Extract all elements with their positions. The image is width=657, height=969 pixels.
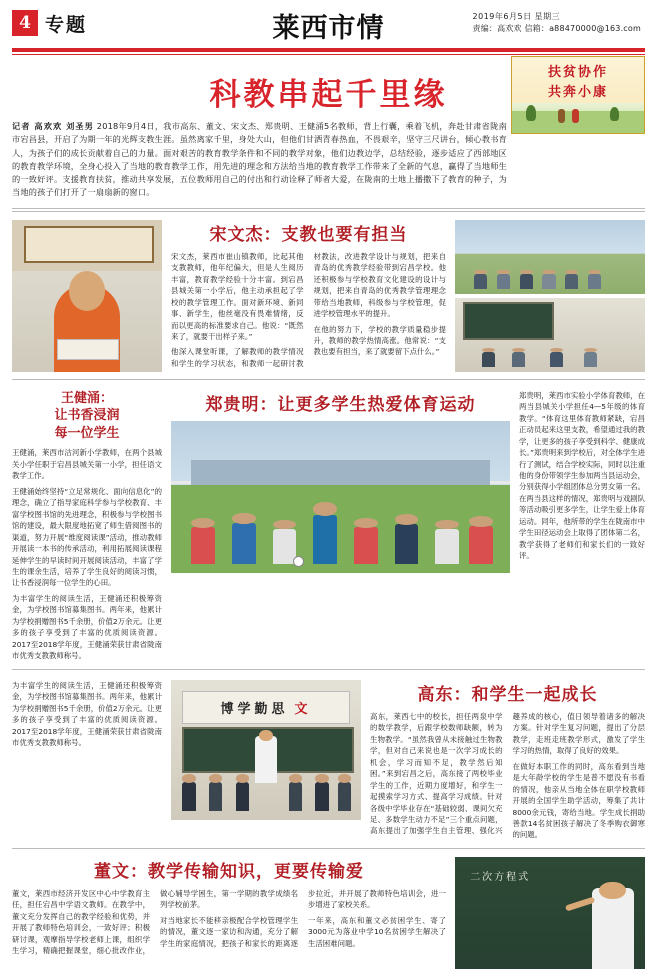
poverty-alleviation-poster [511, 56, 645, 134]
wangjianyong-title-line-1: 王健涌： [60, 390, 113, 406]
dongwen-text-column [12, 857, 446, 969]
songwenjie-paragraph-3: 在他的努力下，学校的教学质量稳步提升，教师的教学热情高涨。他常说：“支教也要有担当，来了就要留下点什么。” [313, 324, 446, 357]
masthead-rule-thin [12, 54, 645, 55]
songwenjie-paragraph-2: 他深入课堂听课，了解教师的教学情况和学生的学习状态，和教师一起研讨教材教法，改进教学设计与规划，把来自青岛的优秀教学经验带到宕昌学校。他还积极参与学校教育文化建设的设计与规划，把来自青岛的优秀教学管理理念带给当地教师，科级参与学校管理，促进学校管理水平的提升。 [171, 251, 446, 368]
gaodong-paragraph-2: 在做好本职工作的同时，高东看到当地是大年龄学校的学生是普不愿没有书看的情况，他亲从当地全体在职学校教师开展的全国学生助学活动，筹集了共计8000余元钱，寄给当地。学生成长捐助善款14名贫困孩子解决了冬季购衣御寒的问题。 [512, 761, 645, 840]
poster-line-2: 共奔小康 [547, 85, 608, 100]
masthead-meta [473, 11, 645, 35]
poster-illustration [512, 103, 644, 133]
zhengguiming-main-column [171, 390, 510, 662]
article-gaodong [12, 680, 645, 841]
teacher-portrait-photo [12, 220, 162, 372]
writing-board-photo [455, 857, 645, 969]
dongwen-paragraph-1: 董文，莱西市经济开发区中心中学教育主任，担任宕昌中学语文教师。在教学中，董文充分发挥自己的教学经验和优势，并开展了教师特色培训会，一致好评；积极研讨课，观摩指导学校老师上课，组织学生学习，精确把握课堂，细心批改作业，做心辅导学困生，第一学期的教学成绩名列学校前茅。 [12, 888, 298, 956]
zhengguiming-text-column [519, 390, 645, 662]
chalkboard-text: 二次方程式 [470, 872, 531, 884]
dongwen-title: 董文：教学传输知识，更要传输爱 [94, 861, 364, 882]
editor-contact: 责编：高欢欢 信箱：a88470000@163.com [472, 24, 641, 33]
wangjianyong-paragraph-1: 王健涌，莱西市沽河新小学教师，在两个县城关小学任职于宕昌县城关第一小学，担任语文教学工作。 [12, 448, 162, 481]
poster-line-1: 扶贫协作 [547, 65, 608, 80]
zhengguiming-paragraph-1: 郑贵明，莱西市实验小学体育教师，在两当县城关小学担任4—5年级的体育教学。“体育这里体育教师紧缺，宕昌正动员起来这里支教，希望通过我的教学，让更多的孩子享受到科学、健康成长。”郑贵明来到学校后，对全体学生进行了测试，结合学校实际，同时以注重他的身份带领学生参加两当县运动会，分别获得小学组团体总分男女第一名。在两当县这样的情况，郑贵明与戏剧队等活动吸引更多学生，让学生爱上体育运动。同年，他所带的学生在陇南市中学生田径运动会上取得了团体第二名，教学获得了老师们和家长们的一致好评。 [519, 390, 645, 561]
publication-date: 2019年6月5日 星期三 [472, 12, 561, 21]
wangjianyong-title-line-3: 每一位学生 [54, 425, 120, 441]
page-title: 科教串起千里缘 [209, 77, 448, 113]
wangjianyong-column [12, 390, 162, 662]
banner-text: 博学勤思 [220, 701, 289, 717]
article-dongwen [12, 857, 645, 969]
songwenjie-paragraph-1: 宋文杰，莱西市崔山镇教师，比起其他支教教师，他年纪偏大，但是人生阅历丰富，教育教学经验十分丰富。到宕昌县城关第一小学后，他主动承担起了学校的教学管理工作。面对新环境、新同事、新学生，他丝毫没有畏难情绪，反而以更高的标准要求自己。他说：“既然来了，就要干出样子来。” [171, 251, 304, 341]
divider-top-2 [12, 211, 645, 212]
divider-section-1 [12, 379, 645, 380]
songwenjie-text-column [171, 220, 446, 372]
wangjianyong-continued-column [12, 680, 162, 841]
wangjianyong-paragraph-2: 王健涌始终坚持“立足常规化、面向信息化”的理念，确立了指导家庭科学参与学校教育、丰富学校图书馆的先进理念，积极参与学校图书馆的建设，最大限度地拓宽了师生借阅图书的渠道，努力开展“维度阅读课”活动，推动教师开展读一本书的传承活动，利用拓展阅读课程延伸学生的早读时间开展阅读活动，丰富了学生的课余生活，培养了学生良好的阅读习惯，让书香浸润每一位学生的心田。 [12, 486, 162, 588]
dongwen-paragraph-2: 对当地家长不能移亲极配合学校管理学生的情况，董文逐一家访和沟通，充分了解学生的家庭情况，把孩子和家长的距离逐步拉近，并开展了教师特色培训会，进一步增进了家校关系。 [160, 888, 446, 948]
lead-text: 2018年9月4日，我市高东、董文、宋文杰、郑贵明、王健涌5名教师，背上行囊，乘着飞机，奔赴甘肃省陇南市宕昌县，开启了为期一年的光辉支教生涯。虽然离家千里，身处大山，但他们甘洒青春热血，不畏艰辛，坚守三尺讲台，倾心教书育人，为孩子们的成长贡献着自己的力量。面对艰苦的教育教学条件和不同的教学对象，他们边教边学，总结经验，逐步适应了西部地区的教育教学环境，全身心投入了当地的教育教学工作，用先进的理念和方法给当地的教育教学工作带来了全新的气息，赢得了当地师生的一致好评。支援教育扶贫，推动共享发展，五位教师用自己的付出和行动诠释了师者大爱，在陇南的土地上播撒下了教育的种子，为当地的孩子们打开了一扇扇新的窗口。 [12, 121, 507, 198]
lead-paragraph [12, 120, 507, 200]
section-name: 专题 [45, 13, 88, 36]
gaodong-title: 高东：和学生一起成长 [417, 684, 598, 705]
dongwen-paragraph-3: 一年来，高东和董文必贫困学生、寄了3000元为落业中学10名贫困学生解决了生活困难问题。 [308, 915, 446, 948]
wangjianyong-title [12, 390, 162, 443]
gaodong-photo-column [171, 680, 361, 841]
songwenjie-title: 宋文杰：支教也要有担当 [209, 224, 408, 245]
masthead-rule [12, 48, 645, 52]
gaodong-paragraph-1: 高东，莱西七中的校长，担任两泉中学的数学教学，后跟学校数师缺额，转为生物教学。“虽然我曾从未接触过生物教学，但对自己来说也是一次学习成长的机会，学习而知不足，教学然后知困。”来到宕昌之后，高东接了两校毕业学生的工作，近期力度增好，和学生一起摸索学习方式、提高学习成绩。针对各级中学毕业存在“基础较弱、课间欠充足、多数学生动力不足”三个重点问题，高东提出了加强学生自主管理、强化兴趣养成的核心，值日领导着诸多的解决方案。针对学生复习问题，提出了分层教学，走班走班教学形式，激发了学生学习的热情，取得了良好的效果。 [370, 711, 645, 836]
divider-top [12, 208, 645, 209]
lecture-banner [182, 691, 349, 724]
songwenjie-photo-column-right [455, 220, 645, 372]
gaodong-text-column [370, 680, 645, 841]
group-outdoor-photo [455, 220, 645, 294]
article-zhengguiming [12, 390, 645, 662]
paper-title: 莱西市情 [272, 13, 385, 44]
dongwen-photo-column [455, 857, 645, 969]
wangjianyong-paragraph-3: 为丰富学生的阅读生活，王健涌还积极筹资金，为学校图书馆募集图书。两年来，他累计为学校捐赠图书5千余册，价值2万余元。让更多的孩子享受到了丰富的优质阅读资源。2017至2018学年度，王健涌荣获甘肃省陇南市优秀支教教师称号。 [12, 593, 162, 661]
divider-section-2 [12, 669, 645, 670]
article-songwenjie [12, 220, 645, 372]
wangjianyong-title-line-2: 让书香浸润 [54, 408, 120, 424]
masthead [12, 0, 645, 46]
lecture-hall-photo [171, 680, 361, 820]
classroom-photo [455, 298, 645, 372]
banner-text-red: 文 [294, 701, 312, 717]
sports-field-photo [171, 421, 510, 573]
wangjianyong-paragraph-4: 为丰富学生的阅读生活，王健涌还积极筹资金，为学校图书馆募集图书。两年来，他累计为学校捐赠图书5千余册，价值2万余元。让更多的孩子享受到了丰富的优质阅读资源。2017至2018学年度，王健涌荣获甘肃省陇南市优秀支教教师称号。 [12, 680, 162, 748]
zhengguiming-title: 郑贵明：让更多学生热爱体育运动 [205, 394, 476, 415]
byline: 记者 高欢欢 刘圣男 [12, 121, 94, 131]
divider-section-3 [12, 848, 645, 849]
section-number-badge: 4 [12, 10, 38, 36]
songwenjie-photo-column [12, 220, 162, 372]
